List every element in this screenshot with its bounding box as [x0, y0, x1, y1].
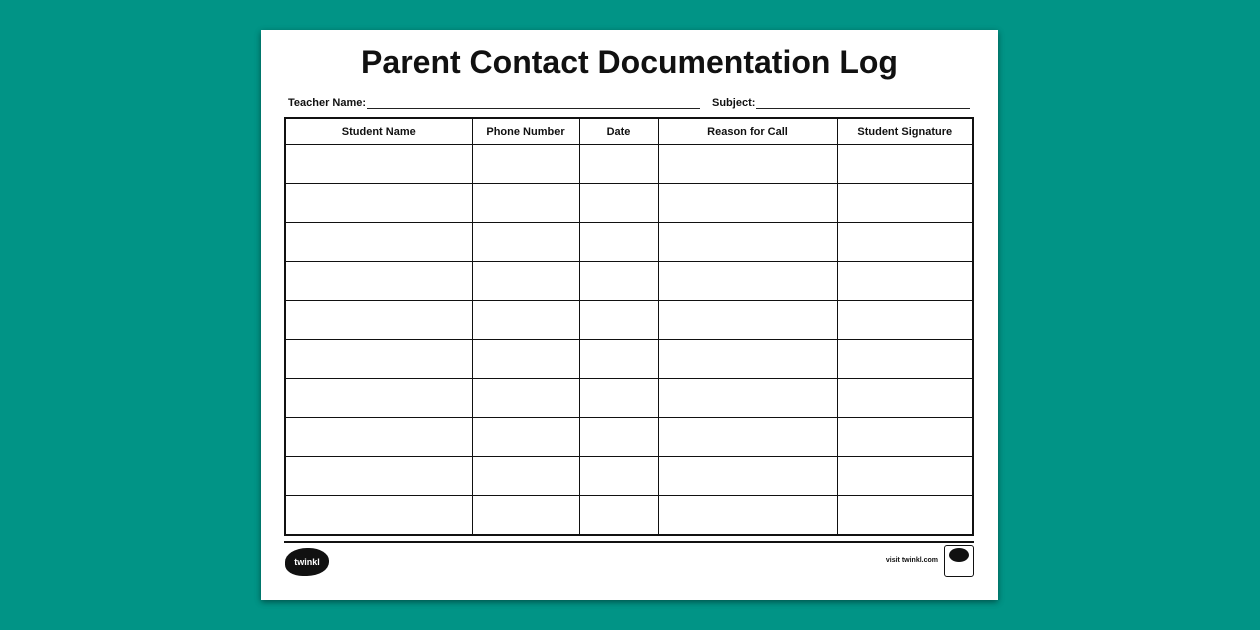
table-cell[interactable] [658, 184, 837, 223]
table-cell[interactable] [658, 145, 837, 184]
table-cell[interactable] [472, 262, 579, 301]
table-cell[interactable] [579, 301, 658, 340]
badge-icon [944, 545, 974, 577]
table-row [285, 301, 973, 340]
table-cell[interactable] [658, 262, 837, 301]
table-cell[interactable] [285, 379, 472, 418]
table-row [285, 379, 973, 418]
table-row [285, 418, 973, 457]
table-cell[interactable] [472, 340, 579, 379]
subject-field [712, 96, 970, 109]
worksheet-page [261, 30, 998, 600]
table-cell[interactable] [579, 262, 658, 301]
twinkl-logo: twinkl [285, 548, 329, 576]
table-cell[interactable] [285, 301, 472, 340]
table-cell[interactable] [837, 340, 973, 379]
table-cell[interactable] [472, 379, 579, 418]
page-title: Parent Contact Documentation Log [361, 44, 898, 80]
teacher-name-label: Teacher Name: [288, 97, 367, 109]
teacher-name-field [288, 96, 700, 109]
table-cell[interactable] [579, 379, 658, 418]
table-row [285, 262, 973, 301]
table-cell[interactable] [285, 223, 472, 262]
table-cell[interactable] [837, 184, 973, 223]
table-cell[interactable] [837, 496, 973, 536]
table-cell[interactable] [579, 340, 658, 379]
table-cell[interactable] [658, 418, 837, 457]
table-cell[interactable] [285, 457, 472, 496]
table-cell[interactable] [579, 184, 658, 223]
visit-link: visit twinkl.com [885, 557, 938, 564]
table-cell[interactable] [837, 418, 973, 457]
header-date: Date [579, 118, 658, 145]
header-student-name: Student Name [285, 118, 472, 145]
table-cell[interactable] [472, 301, 579, 340]
subject-line [756, 96, 970, 109]
table-cell[interactable] [658, 496, 837, 536]
header-student-signature: Student Signature [837, 118, 973, 145]
table-cell[interactable] [579, 457, 658, 496]
table-row [285, 496, 973, 536]
table-cell[interactable] [285, 262, 472, 301]
table-cell[interactable] [658, 340, 837, 379]
header-phone-number: Phone Number [472, 118, 579, 145]
table-cell[interactable] [472, 184, 579, 223]
table-row [285, 145, 973, 184]
table-cell[interactable] [579, 145, 658, 184]
teacher-name-line [367, 96, 700, 109]
table-cell[interactable] [472, 145, 579, 184]
table-cell[interactable] [658, 301, 837, 340]
table-cell[interactable] [579, 496, 658, 536]
footer-divider [284, 541, 974, 543]
table-cell[interactable] [472, 457, 579, 496]
table-row [285, 223, 973, 262]
table-cell[interactable] [837, 301, 973, 340]
table-cell[interactable] [658, 457, 837, 496]
table-cell[interactable] [658, 223, 837, 262]
subject-label: Subject: [712, 97, 756, 109]
table-cell[interactable] [837, 262, 973, 301]
header-reason-for-call: Reason for Call [658, 118, 837, 145]
table-cell[interactable] [285, 184, 472, 223]
table-cell[interactable] [285, 145, 472, 184]
table-cell[interactable] [472, 223, 579, 262]
table-row [285, 340, 973, 379]
table-cell[interactable] [285, 418, 472, 457]
table-cell[interactable] [285, 340, 472, 379]
table-cell[interactable] [837, 145, 973, 184]
table-cell[interactable] [285, 496, 472, 536]
table-row [285, 184, 973, 223]
table-cell[interactable] [472, 496, 579, 536]
table-cell[interactable] [658, 379, 837, 418]
table-cell[interactable] [579, 418, 658, 457]
contact-log-table [284, 117, 974, 536]
table-cell[interactable] [472, 418, 579, 457]
table-cell[interactable] [837, 223, 973, 262]
table-row [285, 457, 973, 496]
table-cell[interactable] [837, 457, 973, 496]
table-cell[interactable] [837, 379, 973, 418]
table-cell[interactable] [579, 223, 658, 262]
